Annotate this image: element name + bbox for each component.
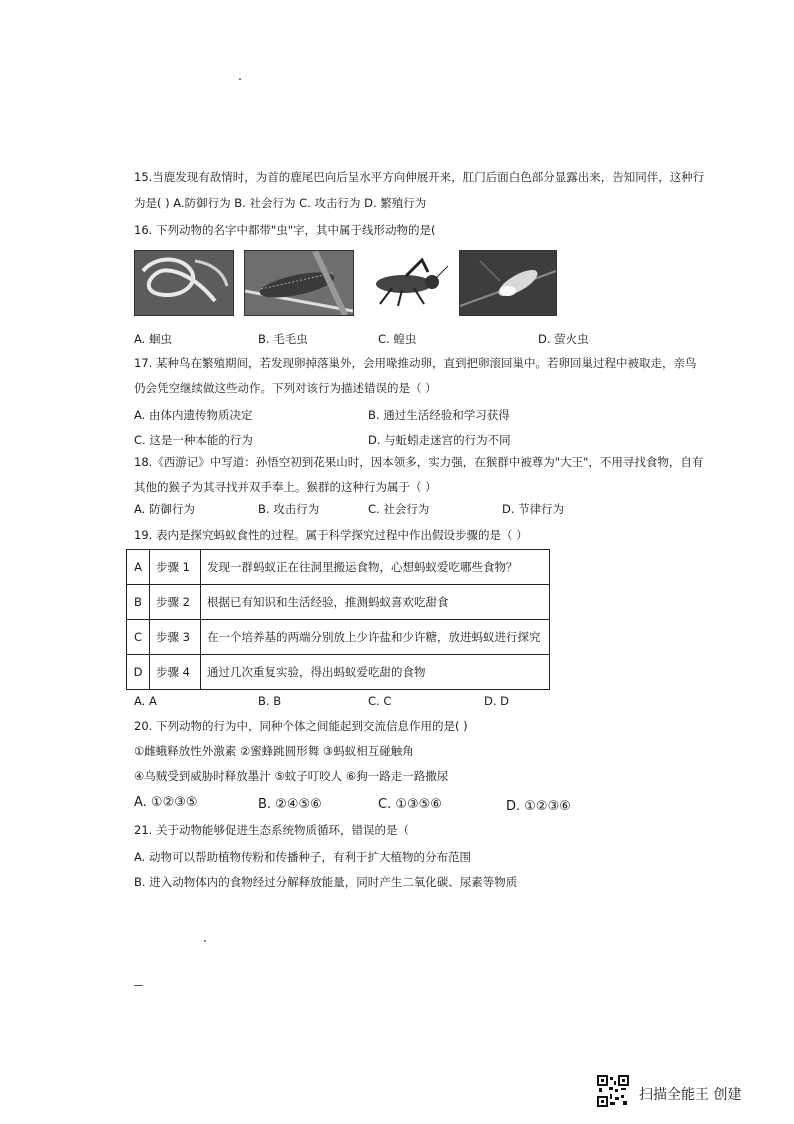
- q19-option-d[interactable]: D. D: [484, 694, 510, 708]
- q17-option-a[interactable]: A. 由体内遗传物质决定: [134, 408, 253, 422]
- row-text: 发现一群蚂蚁正在往洞里搬运食物，心想蚂蚁爱吃哪些食物？: [201, 550, 550, 585]
- scan-speck: [134, 985, 143, 986]
- row-step: 步骤 3: [150, 620, 201, 655]
- q16-option-c[interactable]: C. 蝗虫: [378, 332, 417, 346]
- row-text: 通过几次重复实验，得出蚂蚁爱吃甜的食物: [201, 655, 550, 690]
- q18-option-c[interactable]: C. 社会行为: [368, 502, 430, 516]
- q20-option-b[interactable]: B. ②④⑤⑥: [258, 797, 322, 812]
- q17-option-d[interactable]: D. 与蚯蚓走迷宫的行为不同: [368, 433, 511, 447]
- q20-items-line1: ①雌蛾释放性外激素 ②蜜蜂跳圆形舞 ③蚂蚁相互碰触角: [134, 744, 414, 758]
- q20-option-c[interactable]: C. ①③⑤⑥: [378, 797, 442, 812]
- row-text: 根据已有知识和生活经验，推测蚂蚁喜欢吃甜食: [201, 585, 550, 620]
- row-letter: C: [127, 620, 150, 655]
- row-step: 步骤 4: [150, 655, 201, 690]
- table-row: [127, 620, 550, 655]
- q18-option-a[interactable]: A. 防御行为: [134, 502, 195, 516]
- q20-stem: 20. 下列动物的行为中，同种个体之间能起到交流信息作用的是( ): [134, 719, 468, 733]
- table-row: [127, 655, 550, 690]
- scanner-watermark: 扫描全能王 创建: [639, 1087, 742, 1103]
- row-text: 在一个培养基的两端分别放上少许盐和少许糖，放进蚂蚁进行探究: [201, 620, 550, 655]
- q15-stem-line2: 为是( ) A.防御行为 B. 社会行为 C. 攻击行为 D. 繁殖行为: [134, 196, 427, 210]
- q16-option-d[interactable]: D. 萤火虫: [538, 332, 589, 346]
- q21-option-a[interactable]: A. 动物可以帮助植物传粉和传播种子，有利于扩大植物的分布范围: [134, 850, 471, 864]
- q19-steps-table: [126, 549, 550, 690]
- q16-stem: 16. 下列动物的名字中都带"虫"字，其中属于线形动物的是(: [134, 223, 436, 237]
- scan-speck: [204, 940, 206, 942]
- grasshopper-image: [362, 258, 450, 310]
- row-step: 步骤 2: [150, 585, 201, 620]
- q19-option-b[interactable]: B. B: [258, 694, 282, 708]
- q19-option-a[interactable]: A. A: [134, 694, 157, 708]
- q17-option-b[interactable]: B. 通过生活经验和学习获得: [368, 408, 510, 422]
- q20-items-line2: ④乌贼受到威胁时释放墨汁 ⑤蚊子叮咬人 ⑥狗一路走一路撒尿: [134, 769, 449, 783]
- scan-speck: [239, 78, 241, 80]
- firefly-image: [459, 250, 557, 316]
- caterpillar-image: [244, 250, 354, 316]
- table-row: [127, 550, 550, 585]
- row-letter: B: [127, 585, 150, 620]
- qr-code-icon: [597, 1075, 629, 1107]
- q16-option-b[interactable]: B. 毛毛虫: [258, 332, 308, 346]
- q20-option-a[interactable]: A. ①②③⑤: [134, 795, 198, 810]
- q19-stem: 19. 表内是探究蚂蚁食性的过程。属于科学探究过程中作出假设步骤的是（ ）: [134, 528, 528, 542]
- worm-image: [134, 250, 234, 316]
- q18-option-d[interactable]: D. 节律行为: [502, 502, 565, 516]
- q18-stem-line2: 其他的猴子为其寻找并双手奉上。猴群的这种行为属于（ ）: [134, 480, 437, 494]
- table-row: [127, 585, 550, 620]
- q17-option-c[interactable]: C. 这是一种本能的行为: [134, 433, 253, 447]
- q21-option-b[interactable]: B. 进入动物体内的食物经过分解释放能量，同时产生二氧化碳、尿素等物质: [134, 875, 518, 889]
- q19-option-c[interactable]: C. C: [368, 694, 392, 708]
- row-letter: A: [127, 550, 150, 585]
- q17-stem-line2: 仍会凭空继续做这些动作。下列对该行为描述错误的是（ ）: [134, 381, 437, 395]
- q18-stem-line1: 18.《西游记》中写道：孙悟空初到花果山时，因本领多，实力强，在猴群中被尊为"大王"，不用寻找食物，自有: [134, 455, 704, 469]
- row-letter: D: [127, 655, 150, 690]
- q18-option-b[interactable]: B. 攻击行为: [258, 502, 320, 516]
- q16-option-a[interactable]: A. 蛔虫: [134, 332, 172, 346]
- q15-stem-line1: 15.当鹿发现有敌情时，为首的鹿尾巴向后呈水平方向伸展开来，肛门后面白色部分显露出来，告知同伴，这种行: [134, 170, 705, 184]
- row-step: 步骤 1: [150, 550, 201, 585]
- q20-option-d[interactable]: D. ①②③⑥: [506, 799, 571, 814]
- q21-stem: 21. 关于动物能够促进生态系统物质循环，错误的是（: [134, 823, 409, 837]
- q17-stem-line1: 17. 某种鸟在繁殖期间，若发现卵掉落巢外，会用喙推动卵，直到把卵滚回巢中。若卵回巢过程中被取走，亲鸟: [134, 356, 697, 370]
